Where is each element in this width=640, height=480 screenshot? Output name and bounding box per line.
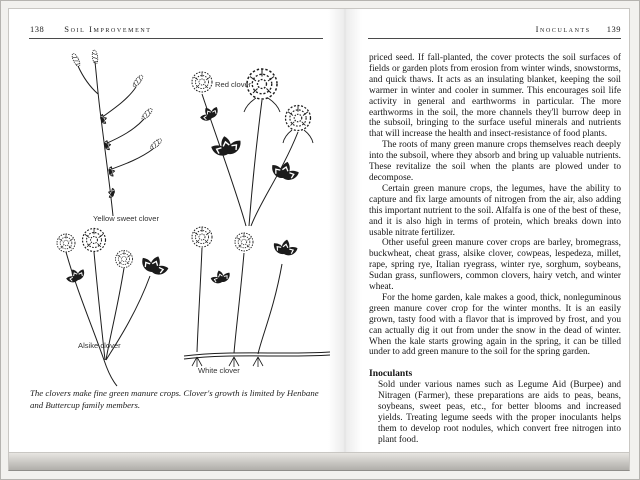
red-clover-illustration bbox=[186, 52, 326, 230]
body-paragraph: For the home garden, kale makes a good, thick, nonleguminous green manure cover crop for the winter months. It is an easily grown, tasty food with a flavor that is improved by frost, and you can actually dig it out from under the snow in the dead of winter. When the kale starts growing again in the spring, it can be tilled under to add green manure to the soil for the spring garden. bbox=[369, 292, 621, 358]
section-paragraph: Sold under various names such as Legume Aid (Burpee) and Nitragen (Farmer), these preparations are aids to peas, beans, soybeans, sweet peas, etc., for better blooms and increased yields. Treating legume seeds with the proper inoculants helps them to develop root nodules, which convert free nitrogen into plant food. bbox=[378, 380, 621, 445]
right-page-number: 139 bbox=[606, 24, 621, 34]
left-header-rule bbox=[29, 38, 323, 39]
left-running-head bbox=[30, 24, 323, 34]
yellow-sweet-clover-label: Yellow sweet clover bbox=[93, 214, 159, 223]
white-clover-label: White clover bbox=[198, 366, 240, 375]
white-clover-illustration bbox=[182, 224, 332, 386]
alsike-clover-label: Alsike clover bbox=[78, 341, 121, 350]
section-heading-inoculants: Inoculants bbox=[369, 368, 413, 380]
body-paragraph: The roots of many green manure crops themselves reach deeply into the subsoil, where they absorb and bring up valuable nutrients. These revitalize the soil when the plants are plowed under to decompose. bbox=[369, 140, 621, 183]
right-running-head bbox=[368, 24, 621, 34]
page-edges-shadow bbox=[8, 453, 630, 471]
right-running-head-title: Inoculants bbox=[535, 24, 591, 34]
red-clover-label: Red clover bbox=[215, 80, 252, 89]
right-header-rule bbox=[368, 38, 621, 39]
yellow-sweet-clover-illustration bbox=[35, 46, 185, 218]
right-page-text bbox=[369, 53, 621, 446]
body-paragraph: Certain green manure crops, the legumes, have the ability to capture and fix large amounts of nitrogen from the air, also adding this important nutrient to the soil. Alfalfa is one of the best of these, and it is also high in terms of protein, which breaks down into usable nitrate fertilizer. bbox=[369, 183, 621, 238]
body-paragraph: Other useful green manure cover crops are barley, bromegrass, buckwheat, cheat grass, alsike clover, cowpeas, lespedeza, millet, rape, spring rye, Italian ryegrass, winter rye, sorghum, soybeans, Sudan grass, sunflowers, common clovers, hairy vetch, and winter wheat. bbox=[369, 238, 621, 293]
left-page-number: 138 bbox=[30, 24, 45, 34]
figure-caption: The clovers make fine green manure crops. Clover's growth is limited by Henbane and Buttercup family members. bbox=[30, 388, 319, 410]
alsike-clover-illustration bbox=[48, 226, 193, 390]
left-running-head-title: Soil Improvement bbox=[64, 24, 152, 34]
body-paragraph: priced seed. If fall-planted, the cover protects the soil surfaces of fields or garden plots from erosion from winter winds, snowstorms, and quick thaws. It acts as an insulating blanket, keeping the soil warmer in winter and cooler in summer. This encourages soil life activity in general and earthworms in particular. The more earthworms in the soil, the more channels they'll burrow deep in the subsoil, bringing to the surface useful minerals and nutrients that will increase the health and insect-resistance of food plants. bbox=[369, 53, 621, 140]
